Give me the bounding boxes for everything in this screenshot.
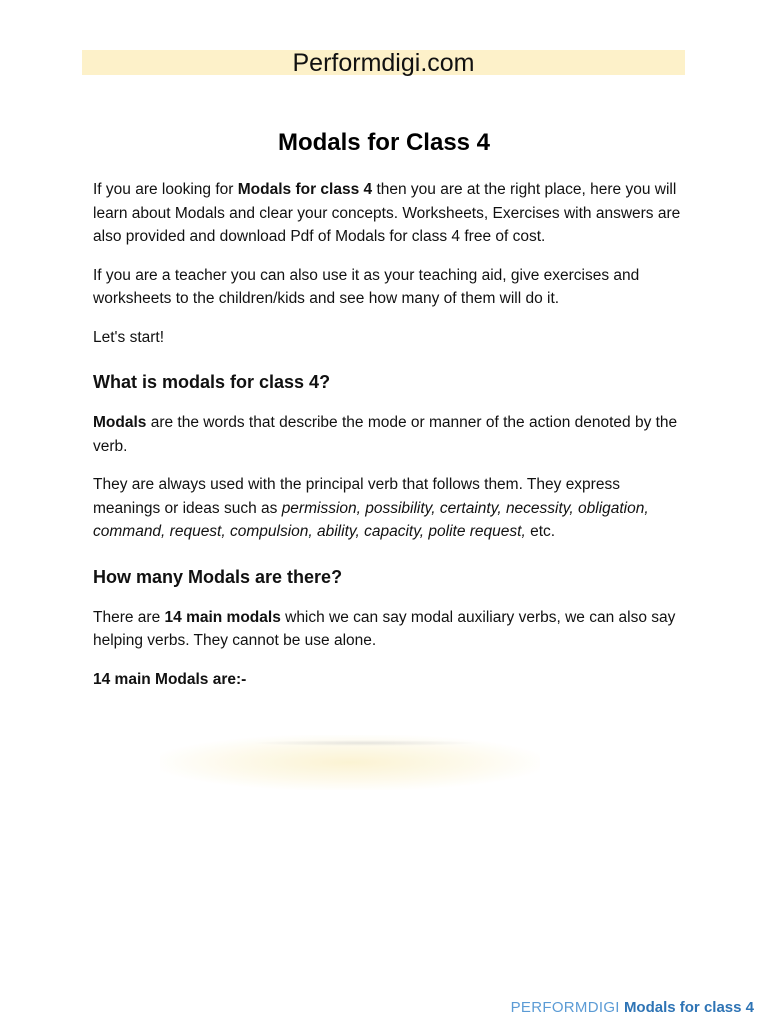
modals-list-label: 14 main Modals are:- xyxy=(93,670,247,688)
italic-text-run: permission, possibility, certainty, necessity, obligation, command, request, compulsion, ability, capacity, polite request, xyxy=(93,499,649,540)
text-run: etc. xyxy=(525,523,556,540)
page-footer xyxy=(511,998,754,1018)
intro-paragraph-1 xyxy=(93,178,683,249)
section-heading-what-is-modals: What is modals for class 4? xyxy=(93,372,331,392)
footer-brand: PERFORMDIGI xyxy=(510,999,620,1016)
bold-text-run: Modals for class 4 xyxy=(237,181,373,198)
text-run: If you are looking for xyxy=(93,181,238,198)
text-run: then you are at the right place, here you will learn about Modals and clear your concepts. Worksheets, Exercises with answers are also provided and download Pdf of Modals for class 4 free of cost. xyxy=(93,181,681,245)
text-run: are the words that describe the mode or manner of the action denoted by the verb. xyxy=(93,414,678,455)
count-paragraph xyxy=(93,606,683,653)
usage-paragraph xyxy=(93,473,683,544)
document-title: Modals for Class 4 xyxy=(277,129,491,156)
text-run: which we can say modal auxiliary verbs, we can also say helping verbs. They cannot be use alone. xyxy=(93,608,676,649)
text-run: They are always used with the principal verb that follows them. They express meanings or ideas such as xyxy=(93,476,620,517)
intro-paragraph-3: Let's start! xyxy=(93,328,165,346)
definition-paragraph xyxy=(93,411,683,458)
bold-text-run: 14 main modals xyxy=(164,608,281,626)
footer-topic: Modals for class 4 xyxy=(623,999,754,1016)
site-name: Performdigi.com xyxy=(292,49,475,77)
intro-paragraph-2: If you are a teacher you can also use it as your teaching aid, give exercises and worksheets to the children/kids and see how many of them will do it. xyxy=(93,266,640,307)
section-heading-how-many-modals: How many Modals are there? xyxy=(93,566,343,587)
faded-image-line xyxy=(250,740,480,746)
document-body xyxy=(93,178,683,706)
text-run: There are xyxy=(93,608,165,626)
bold-text-run: Modals xyxy=(93,414,147,431)
